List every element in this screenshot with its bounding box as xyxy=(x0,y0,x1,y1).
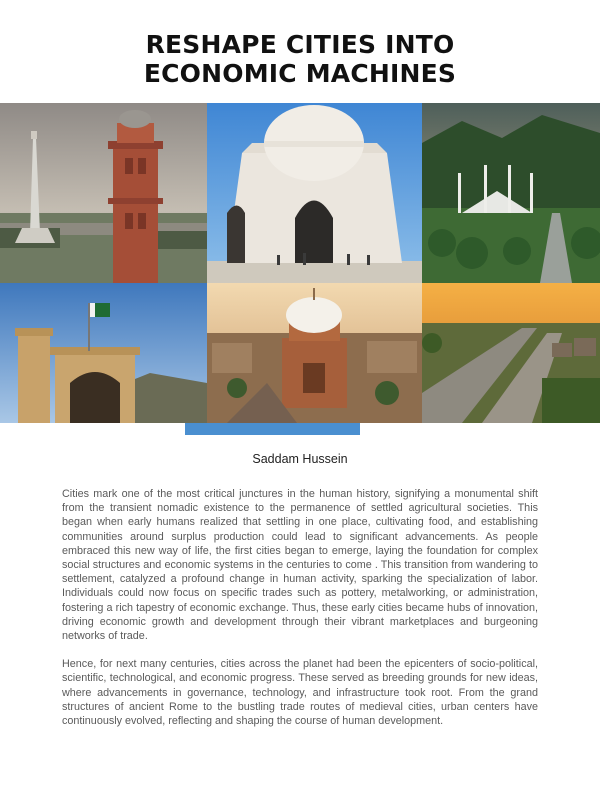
title-line-1: RESHAPE CITIES INTO xyxy=(145,30,455,59)
paragraph-2: Hence, for next many centuries, cities across the planet had been the epicenters of socio-political, scientific, technological, and economic progress. These served as breeding grounds for new ideas, where advancements in governance, technology, and infrastructure took root. From the grand structures of ancient Rome to the bustling trade routes of medieval cities, urban centers have continuously evolved, reflecting and shaping the course of human development. xyxy=(62,658,538,728)
article-body xyxy=(62,487,538,742)
photo-fort-gate xyxy=(0,283,207,423)
photo-mazar-e-quaid xyxy=(207,103,422,283)
accent-bar xyxy=(185,423,360,435)
photo-shah-rukn-e-alam xyxy=(207,283,422,423)
photo-faisal-mosque xyxy=(422,103,600,283)
author-name: Saddam Hussein xyxy=(252,452,348,466)
photo-city-sunset xyxy=(422,283,600,423)
paragraph-1: Cities mark one of the most critical junctures in the human history, signifying a monumental shift from the transient nomadic existence to the permanence of settled agricultural societies. This began when early humans realized that settling in one place, cultivating food, and establishing communities around surplus production could lead to significant advancements. As people embraced this new way of life, the first cities began to emerge, laying the foundation for complex social structures and economic systems in the centuries to come . This transition from wandering to settlement, catalyzed a profound change in human activity, sparking the specialization of labor. Individuals could now focus on specific trades such as pottery, metalworking, or administration, fostering a rich tapestry of economic exchange. Thus, these early cities became hubs of innovation, driving economic growth and development through their vibrant marketplaces and burgeoning networks of trade. xyxy=(62,488,538,643)
photo-minar-e-pakistan xyxy=(0,103,207,283)
photo-collage xyxy=(0,103,600,423)
title-line-2: ECONOMIC MACHINES xyxy=(143,59,457,88)
article-title xyxy=(0,30,600,88)
